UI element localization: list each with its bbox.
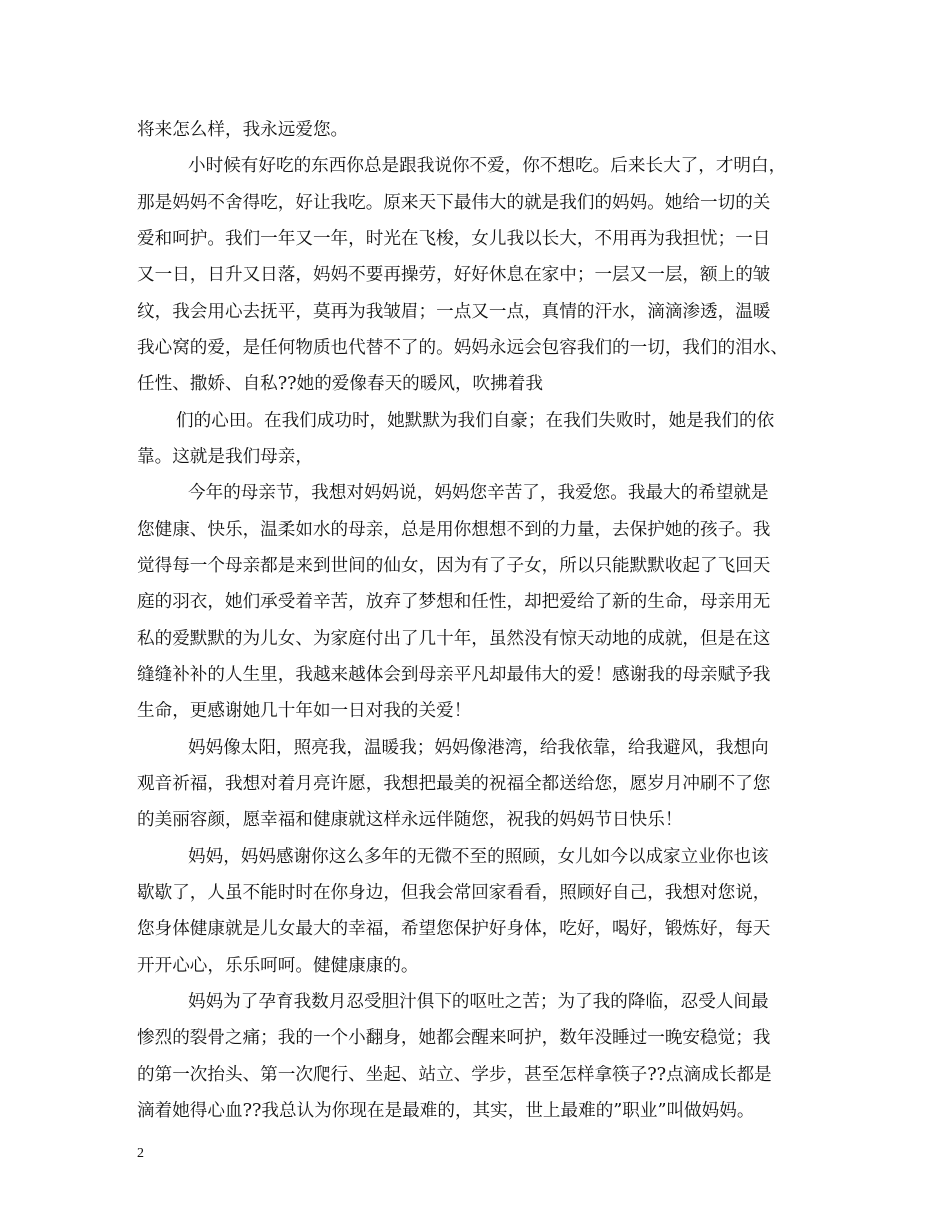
text-line: 私的爱默默的为儿女、为家庭付出了几十年，虽然没有惊天动地的成就，但是在这	[137, 629, 771, 649]
text-line: 的第一次抬头、第一次爬行、坐起、站立、学步，甚至怎样拿筷子??点滴成长都是	[137, 1065, 772, 1085]
text-line: 小时候有好吃的东西你总是跟我说你不爱，你不想吃。后来长大了，才明白，	[188, 156, 787, 176]
page-number: 2	[137, 1146, 144, 1161]
text-line: 将来怎么样，我永远爱您。	[137, 120, 349, 140]
text-line: 纹，我会用心去抚平，莫再为我皱眉；一点又一点，真情的汗水，滴滴渗透，温暖	[137, 302, 771, 322]
text-line: 您健康、快乐，温柔如水的母亲，总是用你想想不到的力量，去保护她的孩子。我	[137, 520, 771, 540]
text-line: 靠。这就是我们母亲，	[137, 447, 313, 467]
text-line: 滴着她得心血??我总认为你现在是最难的，其实，世上最难的”职业”叫做妈妈。	[137, 1101, 755, 1121]
text-line: 歇歇了，人虽不能时时在你身边，但我会常回家看看，照顾好自己，我想对您说，	[137, 883, 771, 903]
text-line: 缝缝补补的人生里，我越来越体会到母亲平凡却最伟大的爱！感谢我的母亲赋予我	[137, 665, 771, 685]
text-line: 任性、撒娇、自私??她的爱像春天的暖风，吹拂着我	[137, 374, 543, 394]
text-line: 生命，更感谢她几十年如一日对我的关爱！	[137, 701, 472, 721]
text-line: 您身体健康就是儿女最大的幸福，希望您保护好身体，吃好，喝好，锻炼好，每天	[137, 919, 771, 939]
text-line: 开开心心，乐乐呵呵。健健康康的。	[137, 956, 419, 976]
text-line: 我心窝的爱，是任何物质也代替不了的。妈妈永远会包容我们的一切，我们的泪水、	[137, 338, 788, 358]
text-line: 观音祈福，我想对着月亮许愿，我想把最美的祝福全都送给您，愿岁月冲刷不了您	[137, 774, 771, 794]
text-line: 爱和呵护。我们一年又一年，时光在飞梭，女儿我以长大，不用再为我担忧；一日	[137, 229, 771, 249]
text-line: 觉得每一个母亲都是来到世间的仙女，因为有了子女，所以只能默默收起了飞回天	[137, 556, 771, 576]
text-line: 妈妈，妈妈感谢你这么多年的无微不至的照顾，女儿如今以成家立业你也该	[188, 847, 769, 867]
text-line: 妈妈像太阳，照亮我，温暖我；妈妈像港湾，给我依靠，给我避风，我想向	[188, 738, 769, 758]
text-line: 那是妈妈不舍得吃，好让我吃。原来天下最伟大的就是我们的妈妈。她给一切的关	[137, 193, 771, 213]
text-line: 妈妈为了孕育我数月忍受胆汁俱下的呕吐之苦；为了我的降临，忍受人间最	[188, 992, 769, 1012]
text-line: 今年的母亲节，我想对妈妈说，妈妈您辛苦了，我爱您。我最大的希望就是	[188, 483, 769, 503]
text-line: 庭的羽衣，她们承受着辛苦，放弃了梦想和任性，却把爱给了新的生命，母亲用无	[137, 592, 771, 612]
text-line: 的美丽容颜，愿幸福和健康就这样永远伴随您，祝我的妈妈节日快乐！	[137, 810, 683, 830]
text-line: 惨烈的裂骨之痛；我的一个小翻身，她都会醒来呵护，数年没睡过一晚安稳觉；我	[137, 1028, 771, 1048]
text-line: 们的心田。在我们成功时，她默默为我们自豪；在我们失败时，她是我们的依	[176, 411, 775, 431]
text-line: 又一日，日升又日落，妈妈不要再操劳，好好休息在家中；一层又一层，额上的皱	[137, 265, 771, 285]
